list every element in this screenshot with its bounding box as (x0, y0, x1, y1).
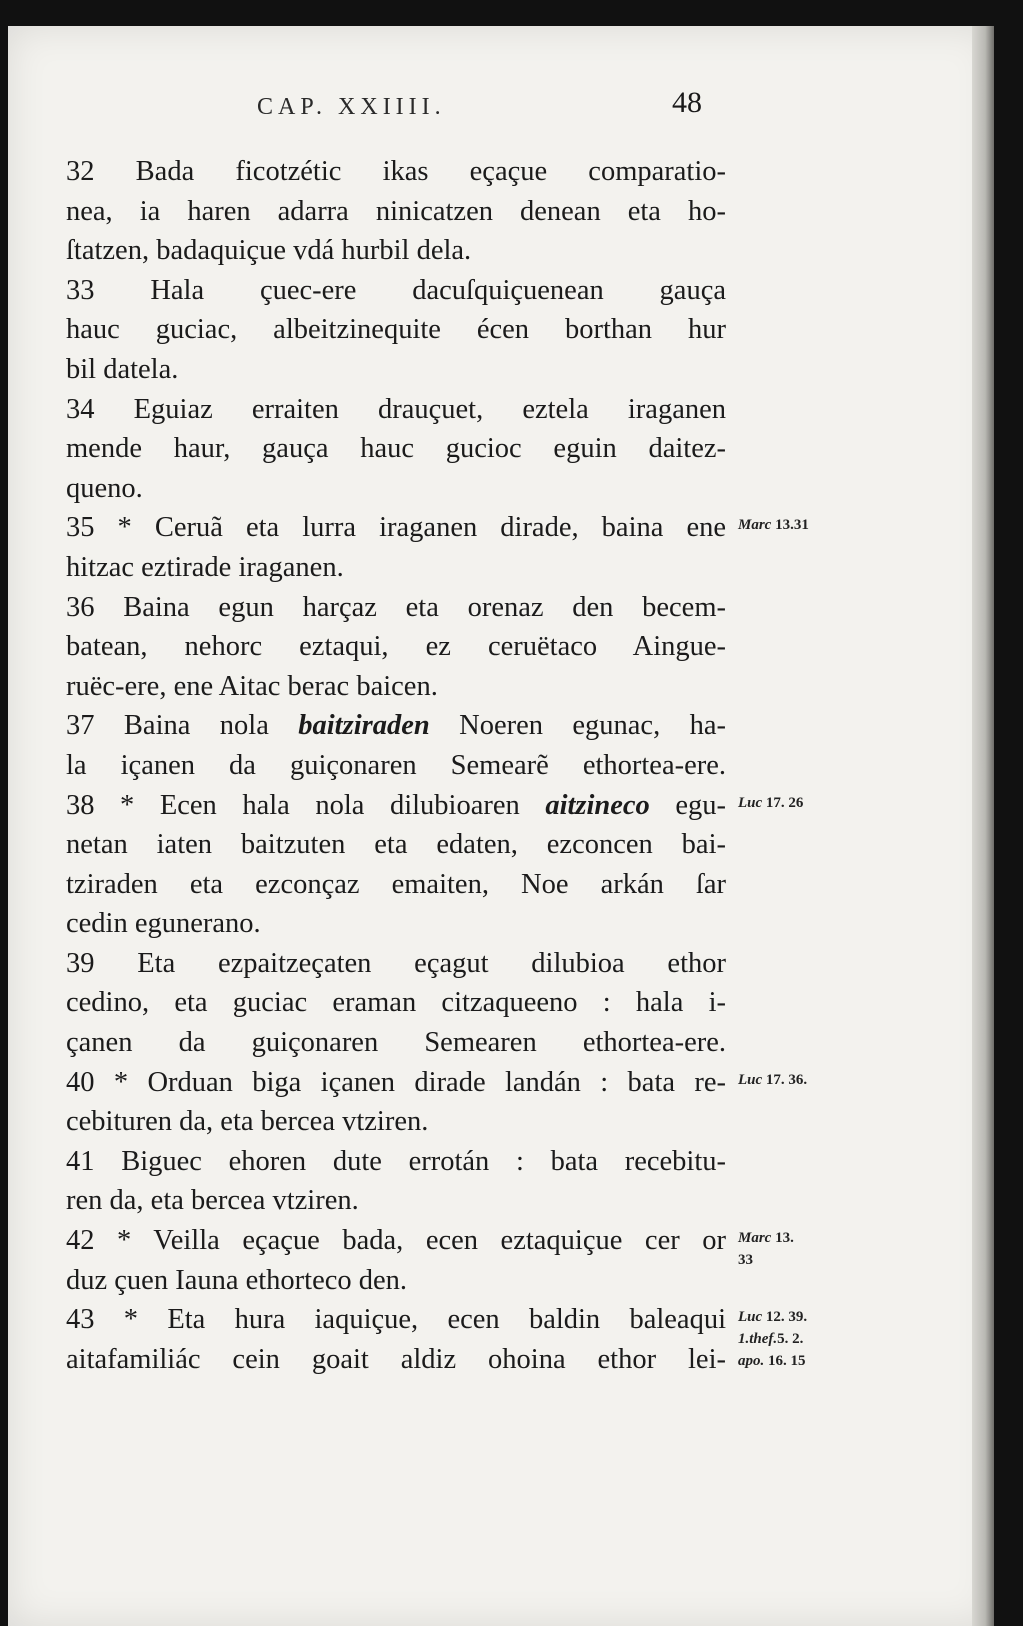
text-line: ren da, eta bercea vtziren. (66, 1185, 359, 1217)
margin-reference-row (738, 1328, 868, 1350)
margin-book: Luc (738, 1071, 763, 1088)
text-line: batean, nehorc eztaqui, ez ceruëtaco Aingue- (66, 631, 726, 663)
text-line: 36 Baina egun harçaz eta orenaz den becem- (66, 591, 726, 623)
margin-reference-row (738, 1306, 868, 1328)
text-line: cedin egunerano. (66, 908, 261, 940)
text-line: 40 * Orduan biga içanen dirade landán : bata re- (66, 1066, 726, 1098)
margin-reference-row (738, 1350, 868, 1372)
text-line: hauc guciac, albeitzinequite écen borthan hur (66, 314, 726, 346)
margin-reference (738, 792, 868, 814)
text-line: duz çuen Iauna ethorteco den. (66, 1264, 408, 1296)
margin-verse: 16. 15 (764, 1353, 806, 1370)
text-line: hitzac eztirade iraganen. (66, 551, 344, 583)
margin-verse: 17. 26 (762, 794, 804, 811)
margin-verse: 13.31 (771, 517, 809, 534)
margin-book: Marc (738, 1230, 772, 1247)
running-header (0, 86, 1023, 126)
text-line: netan iaten baitzuten eta edaten, ezconcen bai- (66, 829, 726, 861)
margin-reference-row (738, 792, 868, 814)
text-line: 42 * Veilla eçaçue bada, ecen eztaquiçue cer or (66, 1225, 726, 1257)
margin-book: Luc (738, 794, 763, 811)
margin-verse: 13. (771, 1230, 794, 1247)
margin-reference-row (738, 1069, 868, 1091)
text-line: 32 Bada ficotzétic ikas eçaçue comparatio- (66, 156, 726, 187)
page-edge (972, 26, 994, 1626)
text-line: 33 Hala çuec-ere dacuſquiçuenean gauça (66, 274, 726, 306)
text-line: ruëc-ere, ene Aitac berac baicen. (66, 670, 438, 702)
margin-book: Luc (738, 1309, 763, 1326)
italic-word: aitzineco (545, 789, 650, 821)
chapter-heading: CAP. XXIIII. (257, 94, 446, 120)
page-number: 48 (672, 86, 702, 119)
margin-book: Marc (738, 517, 772, 534)
text-line: la içanen da guiçonaren Semearẽ ethortea-ere. (66, 749, 726, 781)
margin-verse: 12. 39. (762, 1309, 808, 1326)
text-line: queno. (66, 472, 143, 504)
margin-verse: 5. 2. (777, 1331, 804, 1348)
margin-reference-row (738, 514, 868, 536)
body-text (66, 152, 726, 1379)
margin-reference (738, 514, 868, 536)
margin-reference (738, 1306, 868, 1372)
text-line: ſtatzen, badaquiçue vdá hurbil dela. (66, 235, 472, 267)
margin-reference-row (738, 1227, 868, 1249)
text-line: 43 * Eta hura iaquiçue, ecen baldin baleaqui (66, 1304, 726, 1336)
text-line: 34 Eguiaz erraiten drauçuet, eztela iraganen (66, 393, 726, 425)
margin-book: apo. (738, 1353, 765, 1370)
text-line: çanen da guiçonaren Semearen ethortea-ere. (66, 1027, 726, 1059)
italic-word: baitziraden (298, 710, 430, 742)
text-line: cebituren da, eta bercea vtziren. (66, 1106, 429, 1138)
text-line: aitafamiliác cein goait aldiz ohoina ethor lei- (66, 1343, 726, 1375)
margin-reference (738, 1069, 868, 1091)
text-line: 37 Baina nola baitziraden Noeren egunac, ha- (66, 710, 727, 742)
text-line: 35 * Ceruã eta lurra iraganen dirade, baina ene (66, 512, 726, 544)
margin-verse: 33 (738, 1252, 753, 1269)
text-line: mende haur, gauça hauc gucioc eguin daitez- (66, 433, 726, 465)
text-line: bil datela. (66, 353, 179, 385)
text-line: 38 * Ecen hala nola dilubioaren aitzineco egu- (66, 789, 726, 821)
text-line: cedino, eta guciac eraman citzaqueeno : hala i- (66, 987, 726, 1019)
margin-reference (738, 1227, 868, 1271)
text-line: tziraden eta ezconçaz emaiten, Noe arkán ſar (66, 868, 726, 900)
margin-verse: 17. 36. (762, 1071, 808, 1088)
margin-book: 1.thef. (738, 1331, 778, 1348)
text-line: 39 Eta ezpaitzeçaten eçagut dilubioa ethor (66, 947, 726, 979)
text-line: 41 Biguec ehoren dute errotán : bata recebitu- (66, 1145, 726, 1177)
margin-reference-row (738, 1249, 868, 1271)
text-line: nea, ia haren adarra ninicatzen denean eta ho- (66, 195, 726, 227)
